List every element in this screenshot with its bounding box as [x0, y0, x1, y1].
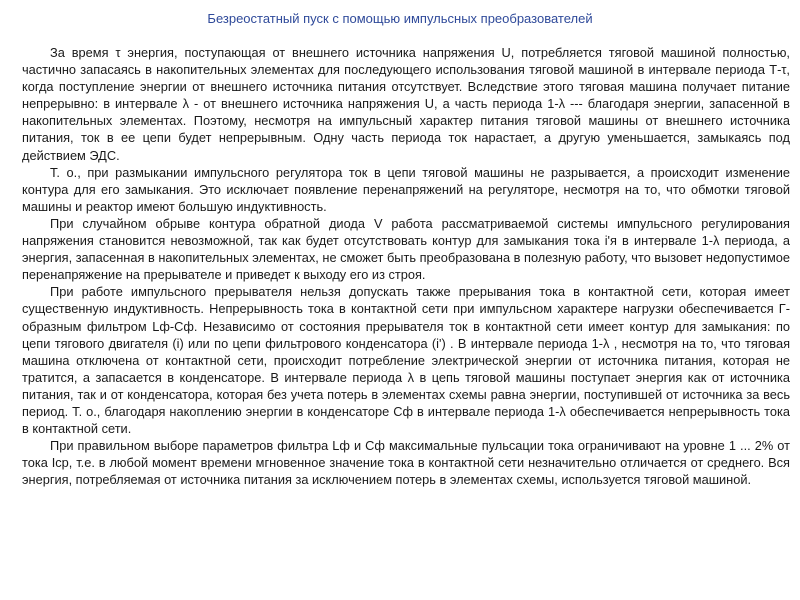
- paragraph-4: При работе импульсного прерывателя нельзя допускать также прерывания тока в контактной сети, которая имеет существенную индуктивность. Непрерывность тока в контактной сети при импульсном характере нагрузки обеспечивается Г-образным фильтром Lф-Сф. Независимо от состояния прерывателя ток в контактной сети имеет контур для замыкания: по цепи тягового двигателя (i) или по цепи фильтрового конденсатора (i') . В интервале периода 1-λ , несмотря на то, что тяговая машина отключена от контактной сети, происходит потребление электрической энергии от источника питания, которая не тратится, а запасается в конденсаторе. В интервале периода λ в цепь тяговой машины поступает энергия как от источника питания, так и от конденсатора, которая без учета потерь в элементах схемы равна энергии, поступившей от источника за весь период. Т. о., благодаря накоплению энергии в конденсаторе Сф в интервале периода 1-λ обеспечивается непрерывность тока в контактной сети.: [22, 284, 790, 437]
- slide-title: Безреостатный пуск с помощью импульсных преобразователей: [207, 11, 593, 26]
- paragraph-3: При случайном обрыве контура обратной диода V работа рассматриваемой системы импульсного регулирования напряжения становится невозможной, так как будет отсутствовать контур для замыкания тока i'я в интервале 1-λ периода, а энергия, запасенная в накопительных элементах, не сможет быть преобразована в полезную работу, что вызовет недопустимое перенапряжение на прерывателе и приведет к выходу его из строя.: [22, 215, 790, 283]
- slide-body: [22, 44, 790, 488]
- paragraph-1: За время τ энергия, поступающая от внешнего источника напряжения U, потребляется тяговой машиной полностью, частично запасаясь в накопительных элементах для последующего использования тяговой машиной в интервале периода Т-τ, когда поступление энергии от внешнего источника питания отсутствует. Вследствие этого тяговая машина получает питание непрерывно: в интервале λ - от внешнего источника напряжения U, а часть периода 1-λ --- благодаря энергии, запасенной в накопительных элементах. Поэтому, несмотря на импульсный характер питания тяговой машины от внешнего источника питания, ток в ее цепи будет непрерывным. Одну часть периода ток нарастает, а другую уменьшается, замыкаясь под действием ЭДС.: [22, 45, 790, 163]
- paragraph-5: При правильном выборе параметров фильтра Lф и Сф максимальные пульсации тока ограничивают на уровне 1 ... 2% от тока Iср, т.е. в любой момент времени мгновенное значение тока в контактной сети незначительно отличается от среднего. Вся энергия, потребляемая от источника питания за исключением потерь в элементах схемы, используется тяговой машиной.: [22, 438, 790, 488]
- paragraph-2: Т. о., при размыкании импульсного регулятора ток в цепи тяговой машины не разрывается, а происходит изменение контура для его замыкания. Это исключает появление перенапряжений на регуляторе, несмотря на то, что обмотки тяговой машины и реактор имеют большую индуктивность.: [22, 164, 790, 214]
